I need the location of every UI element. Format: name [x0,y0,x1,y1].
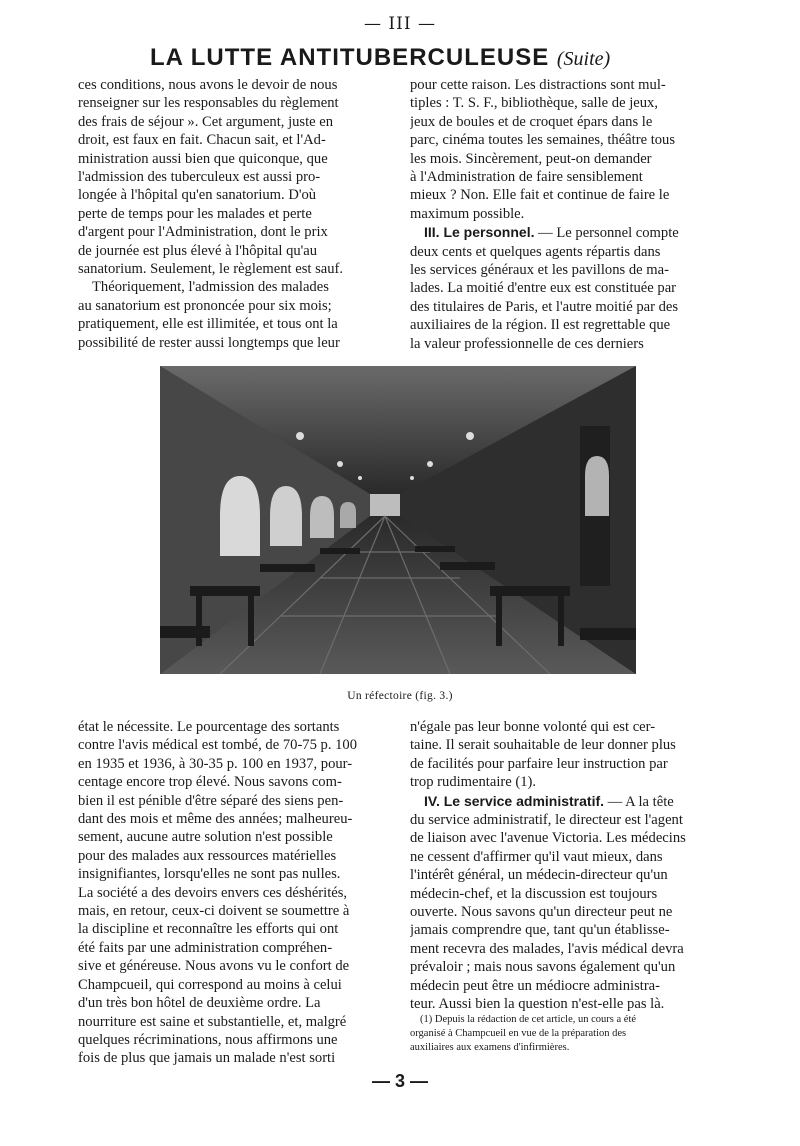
text-line: à l'Administration de faire sensiblement [410,169,643,186]
figure-caption: Un réfectoire (fig. 3.) [347,690,453,702]
text-line: des titulaires de Paris, et l'autre moitié par des [410,298,679,315]
text-line: pratiquement, elle est illimitée, et tous ont la [78,316,338,333]
text-line: ment recevra des malades, l'avis médical devra [410,940,684,957]
text-line: l'admission des tuberculeux est aussi pro- [78,169,321,186]
title-text: LA LUTTE ANTITUBERCULEUSE [150,44,550,71]
text-line: trop rudimentaire (1). [410,774,537,791]
text-line: tiples : T. S. F., bibliothèque, salle de jeux, [410,95,658,112]
column-top-left [78,76,396,352]
text-line: mais, en retour, ceux-ci doivent se soumettre à [78,903,350,920]
text-line: jeux de boules et de croquet épars dans le [410,113,653,130]
text-line: nourriture est saine et substantielle, et, malgré [78,1013,347,1030]
text-line: état le nécessite. Le pourcentage des sortants [78,719,340,735]
section-lead: — Le personnel compte [534,225,679,242]
text-line: été faits par une administration compréhen- [78,939,333,956]
text-line: lades. La moitié d'entre eux est constituée par [410,280,677,297]
text-line: en 1935 et 1936, à 30-35 p. 100 en 1937, pour- [78,755,353,772]
text-line: longée à l'hôpital qu'en sanatorium. D'où [78,187,317,204]
text-line: dant des mois et même des années; malheureu- [78,811,353,828]
text-line: médecin peut être un médiocre administra- [410,977,661,994]
section-line [410,223,722,242]
text-line: bien il est pénible d'être séparé des siens pen- [78,792,344,809]
text-line: auxiliaires de la région. Il est regrettable que [410,317,671,334]
text-line: n'égale pas leur bonne volonté qui est cer- [410,719,656,735]
text-line: des frais de séjour ». Cet argument, juste en [78,113,334,130]
text-line: centage encore trop élevé. Nous savons com- [78,774,342,791]
text-line: ouverte. Nous savons qu'un directeur peut ne [410,904,673,921]
text-line: ces conditions, nous avons le devoir de nous [78,77,338,93]
section-heading-administratif: IV. Le service administratif. [424,792,605,809]
text-line: l'intérêt général, un médecin-directeur qu'un [410,867,668,884]
text-line: fois de plus que jamais un malade n'est sorti [78,1050,336,1067]
text-line: la valeur professionnelle de ces derniers [410,335,644,352]
title-suffix: (Suite) [556,48,611,70]
text-line: les services généraux et les pavillons de ma- [410,262,669,279]
text-line: insignifiantes, lorsqu'elles ne sont pas nulles. [78,866,341,883]
text-line: possibilité de rester aussi longtemps que leur [78,334,340,351]
text-line: quelques récriminations, nous affirmons une [78,1031,338,1048]
text-line: sanatorium. Seulement, le règlement est sauf. [78,261,344,278]
text-line: droit, est faux en fait. Chacun sait, et l'Ad- [78,132,326,149]
text-line: maximum possible. [410,205,525,222]
refectory-photo-drawing [160,366,636,674]
text-line: taine. Il serait souhaitable de leur donner plus [410,737,676,754]
text-line: sement, aucune autre solution n'est possible [78,829,333,846]
text-line: La société a des devoirs envers ces déshérités, [78,884,348,901]
text-line: les mois. Sincèrement, peut-on demander [410,150,652,167]
text-line: de liaison avec l'avenue Victoria. Les médecins [410,830,686,847]
section-lead: — A la tête [604,793,674,810]
text-line: médecin-chef, et la discussion est toujours [410,885,658,902]
text-line: pour des malades aux ressources matérielles [78,847,337,864]
text-line: jamais comprendre que, tant qu'un établisse- [410,922,670,939]
footnote-line: (1) Depuis la rédaction de cet article, un cours a été [420,1014,637,1025]
column-bottom-left [78,718,396,1068]
column-top-right [410,76,722,353]
text-line: la discipline et reconnaître les efforts qui ont [78,921,339,938]
page-number-top: — III — [364,14,436,34]
text-line: perte de temps pour les malades et perte [78,205,312,222]
text-line: parc, cinéma toutes les semaines, théâtre tous [410,132,676,149]
text-line: Théoriquement, l'admission des malades [92,279,329,296]
text-line: d'un très bon hôtel de deuxième ordre. La [78,995,321,1012]
text-line: prévaloir ; mais nous savons également qu'un [410,959,676,976]
text-line: de facilités pour parfaire leur instruction par [410,755,668,772]
page-number-bottom: — 3 — [371,1071,428,1091]
column-bottom-right [410,718,722,1014]
refectory-photo [160,366,636,674]
text-line: mieux ? Non. Elle fait et continue de faire le [410,187,670,204]
text-line: sive et généreuse. Nous avons vu le confort de [78,958,350,975]
text-line: du service administratif, le directeur est l'agent [410,812,683,829]
section-line [410,792,722,811]
text-line: renseigner sur les responsables du règlement [78,95,339,112]
text-line: teur. Aussi bien la question n'est-elle pas là. [410,996,665,1013]
text-line: d'argent pour l'Administration, dont le prix [78,224,328,241]
text-line: contre l'avis médical est tombé, de 70-75 p. 100 [78,737,358,754]
footnote-line: organisé à Champcueil en vue de la préparation des [410,1028,627,1039]
text-line: au sanatorium est prononcée pour six mois; [78,297,332,314]
text-line: pour cette raison. Les distractions sont mul- [410,77,666,93]
section-heading-personnel: III. Le personnel. [424,224,535,241]
text-line: deux cents et quelques agents répartis dans [410,243,661,260]
page-title [150,44,710,72]
text-line: Champcueil, qui correspond au moins à celui [78,976,342,993]
footnote [410,1013,722,1055]
text-line: de journée est plus élevé à l'hôpital qu'au [78,242,318,259]
text-line: ne cessent d'affirmer qu'il vaut mieux, dans [410,848,663,865]
footnote-line: auxiliaires aux examens d'infirmières. [410,1042,570,1053]
text-line: ministration aussi bien que quiconque, que [78,150,328,167]
